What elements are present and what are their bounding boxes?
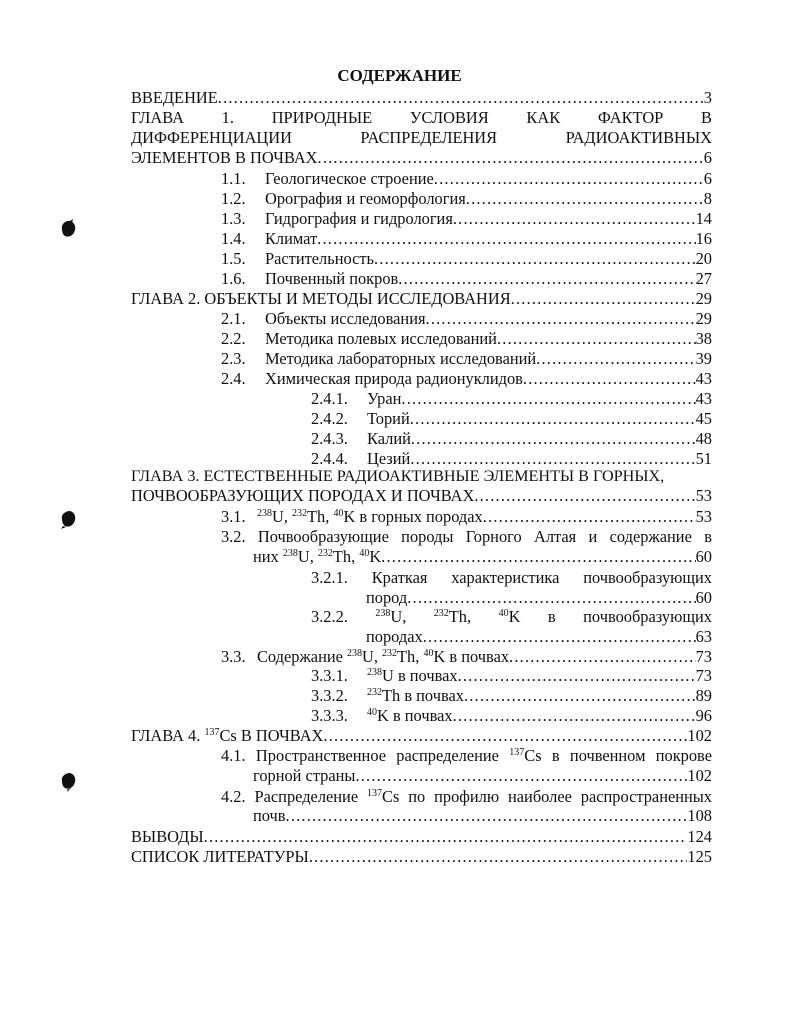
toc-section-4-1-line2: горной страны ..... 102 <box>253 766 712 786</box>
toc-chapter3-line1: ГЛАВА 3. ЕСТЕСТВЕННЫЕ РАДИОАКТИВНЫЕ ЭЛЕМЕНТЫ В ГОРНЫХ, <box>131 467 665 485</box>
toc-subsection-3-2-2-line1: 3.2.2. $^{238}$U, $^{232}$Th, $^{40}$K в почвообразующих <box>311 607 712 626</box>
toc-section-1-3: 1.3. Гидрография и гидрология ..... 14 <box>221 209 712 229</box>
toc-chapter3-line2: ПОЧВООБРАЗУЮЩИХ ПОРОДАХ И ПОЧВАХ ..... 53 <box>131 486 712 506</box>
toc-subsection-2-4-1: 2.4.1. Уран ..... 43 <box>311 389 712 409</box>
toc-subsection-3-3-1: 3.3.1. $^{238}$U в почвах ..... 73 <box>311 666 712 686</box>
toc-subsection-2-4-2: 2.4.2. Торий ..... 45 <box>311 409 712 429</box>
toc-subsection-2-4-3: 2.4.3. Калий ..... 48 <box>311 429 712 449</box>
toc-section-1-2: 1.2. Орография и геоморфология ..... 8 <box>221 189 712 209</box>
page-title: СОДЕРЖАНИЕ <box>337 66 462 85</box>
toc-section-1-1: 1.1. Геологическое строение ..... 6 <box>221 169 712 189</box>
toc-section-1-5: 1.5. Растительность ..... 20 <box>221 249 712 269</box>
toc-entry-intro: ВВЕДЕНИЕ ..... 3 <box>131 88 712 108</box>
toc-subsection-3-3-3: 3.3.3. $^{40}$K в почвах ..... 96 <box>311 706 712 726</box>
toc-section-4-2-line1: 4.2. Распределение $^{137}$Cs по профилю наиболее распространенных <box>221 787 713 806</box>
toc-subsection-3-3-2: 3.3.2. $^{232}$Th в почвах ..... 89 <box>311 686 712 706</box>
toc-section-3-2-line2: них $^{238}$U, $^{232}$Th, $^{40}$K ..... 60 <box>253 547 712 567</box>
toc-subsection-3-2-1-line2: пород ..... 60 <box>366 588 712 608</box>
toc-section-4-1-line1: 4.1. Пространственное распределение $^{137}$Cs в почвенном покрове <box>221 746 712 765</box>
toc-section-3-1: 3.1. $^{238}$U, $^{232}$Th, $^{40}$K в горных породах ..... 53 <box>221 507 712 527</box>
toc-section-2-2: 2.2. Методика полевых исследований ..... 38 <box>221 329 712 349</box>
toc-subsection-2-4-4: 2.4.4. Цезий ..... 51 <box>311 449 712 469</box>
punch-hole-icon <box>59 218 77 240</box>
toc-section-1-4: 1.4. Климат ..... 16 <box>221 229 712 249</box>
punch-hole-icon <box>59 508 77 530</box>
toc-subsection-3-2-1-line1: 3.2.1. Краткая характеристика почвообразующих <box>311 568 712 587</box>
toc-chapter4: ГЛАВА 4. $^{137}$Cs В ПОЧВАХ ..... 102 <box>131 726 712 746</box>
toc-chapter2: ГЛАВА 2. ОБЪЕКТЫ И МЕТОДЫ ИССЛЕДОВАНИЯ ..... 29 <box>131 289 712 309</box>
toc-section-3-2-line1: 3.2. Почвообразующие породы Горного Алтая и содержание в <box>221 527 712 546</box>
toc-subsection-3-2-2-line2: породах ..... 63 <box>366 627 712 647</box>
toc-chapter1-line3: ЭЛЕМЕНТОВ В ПОЧВАХ ..... 6 <box>131 148 712 168</box>
toc-section-1-6: 1.6. Почвенный покров ..... 27 <box>221 269 712 289</box>
toc-section-2-3: 2.3. Методика лабораторных исследований ..... 39 <box>221 349 712 369</box>
toc-chapter1-line2: ДИФФЕРЕНЦИАЦИИ РАСПРЕДЕЛЕНИЯ РАДИОАКТИВНЫХ <box>131 128 712 147</box>
toc-chapter1-line1: ГЛАВА 1. ПРИРОДНЫЕ УСЛОВИЯ КАК ФАКТОР В <box>131 108 712 127</box>
punch-hole-icon <box>59 770 77 792</box>
toc-section-4-2-line2: почв ..... 108 <box>253 806 712 826</box>
toc-section-3-3: 3.3. Содержание $^{238}$U, $^{232}$Th, $^{40}$K в почвах ..... 73 <box>221 647 712 667</box>
toc-entry-conclusions: ВЫВОДЫ ..... 124 <box>131 827 712 847</box>
toc-section-2-4: 2.4. Химическая природа радионуклидов ..... 43 <box>221 369 712 389</box>
toc-section-2-1: 2.1. Объекты исследования ..... 29 <box>221 309 712 329</box>
toc-entry-references: СПИСОК ЛИТЕРАТУРЫ ..... 125 <box>131 847 712 867</box>
